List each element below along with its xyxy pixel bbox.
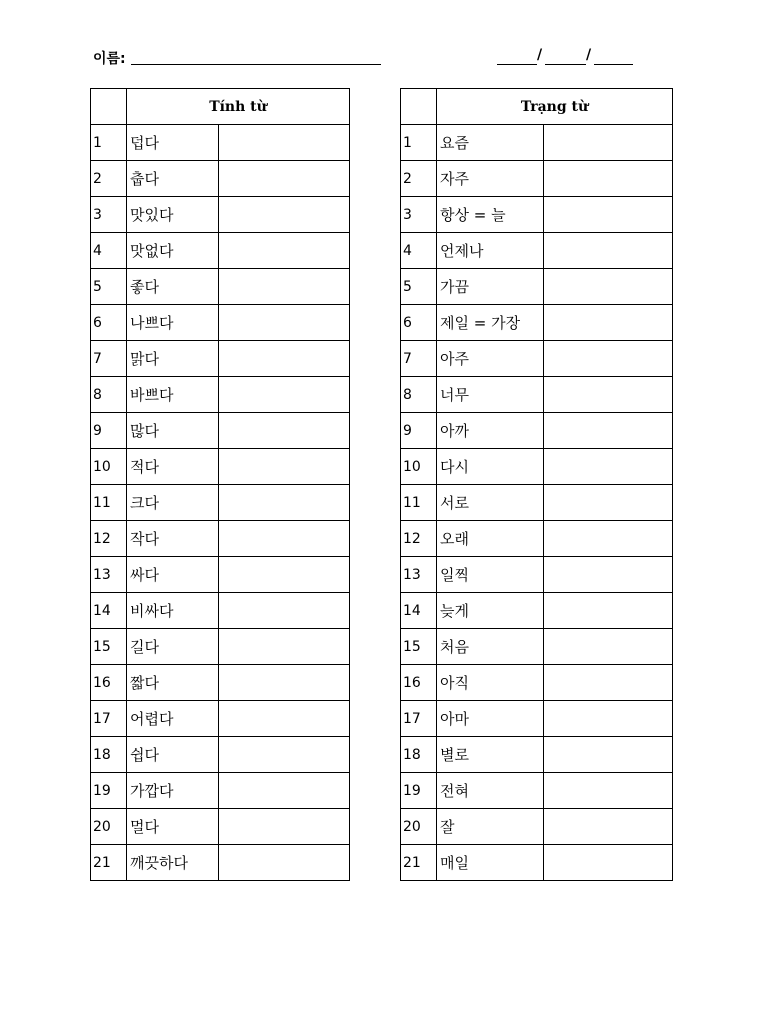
row-number: 4 [401, 233, 437, 269]
answer-cell[interactable] [544, 845, 673, 881]
vocab-word: 제일 = 가장 [437, 305, 544, 341]
vocab-word: 아까 [437, 413, 544, 449]
answer-cell[interactable] [219, 125, 350, 161]
table-row [91, 809, 350, 845]
vocab-word: 아직 [437, 665, 544, 701]
row-number: 12 [91, 521, 127, 557]
table-row [401, 377, 673, 413]
row-number: 8 [401, 377, 437, 413]
answer-cell[interactable] [219, 845, 350, 881]
date-year-field[interactable] [594, 64, 633, 65]
answer-cell[interactable] [219, 557, 350, 593]
table-row [401, 485, 673, 521]
vocab-word: 적다 [127, 449, 219, 485]
table-row [91, 197, 350, 233]
row-number: 16 [91, 665, 127, 701]
answer-cell[interactable] [544, 197, 673, 233]
vocab-word: 쉽다 [127, 737, 219, 773]
vocab-word: 짧다 [127, 665, 219, 701]
row-number: 3 [401, 197, 437, 233]
row-number: 16 [401, 665, 437, 701]
row-number: 21 [401, 845, 437, 881]
table-row [91, 737, 350, 773]
table-row [401, 413, 673, 449]
answer-cell[interactable] [219, 233, 350, 269]
row-number: 10 [401, 449, 437, 485]
row-number: 17 [91, 701, 127, 737]
table-row [401, 197, 673, 233]
vocab-word: 비싸다 [127, 593, 219, 629]
table-row [91, 161, 350, 197]
answer-cell[interactable] [219, 737, 350, 773]
vocab-word: 오래 [437, 521, 544, 557]
answer-cell[interactable] [544, 809, 673, 845]
vocab-word: 가깝다 [127, 773, 219, 809]
table-row [91, 701, 350, 737]
row-number: 15 [401, 629, 437, 665]
table-row [91, 773, 350, 809]
table-row [91, 125, 350, 161]
answer-cell[interactable] [219, 197, 350, 233]
table-row [91, 269, 350, 305]
vocab-word: 많다 [127, 413, 219, 449]
row-number: 15 [91, 629, 127, 665]
vocab-word: 싸다 [127, 557, 219, 593]
answer-cell[interactable] [219, 809, 350, 845]
vocab-word: 맛있다 [127, 197, 219, 233]
vocab-word: 깨끗하다 [127, 845, 219, 881]
answer-cell[interactable] [544, 593, 673, 629]
table-row [91, 665, 350, 701]
date-day-field[interactable] [497, 64, 537, 65]
table-row [401, 449, 673, 485]
row-number: 19 [401, 773, 437, 809]
row-number: 3 [91, 197, 127, 233]
answer-cell[interactable] [219, 449, 350, 485]
date-month-field[interactable] [545, 64, 586, 65]
answer-cell[interactable] [544, 665, 673, 701]
row-number: 17 [401, 701, 437, 737]
table-row [91, 485, 350, 521]
table-row [91, 449, 350, 485]
table-row [401, 593, 673, 629]
row-number: 8 [91, 377, 127, 413]
vocab-word: 언제나 [437, 233, 544, 269]
table-row [401, 737, 673, 773]
table-row [401, 341, 673, 377]
vocab-word: 가끔 [437, 269, 544, 305]
table-row [401, 125, 673, 161]
vocab-word: 일찍 [437, 557, 544, 593]
vocab-word: 어렵다 [127, 701, 219, 737]
answer-cell[interactable] [544, 341, 673, 377]
answer-cell[interactable] [219, 593, 350, 629]
row-number: 1 [401, 125, 437, 161]
table-row [401, 665, 673, 701]
answer-cell[interactable] [544, 377, 673, 413]
date-separator: / [537, 47, 543, 63]
table-row [401, 233, 673, 269]
adjective-table [90, 88, 350, 881]
answer-cell[interactable] [544, 161, 673, 197]
table-row [91, 557, 350, 593]
table-row [91, 305, 350, 341]
row-number: 14 [91, 593, 127, 629]
vocab-word: 나쁘다 [127, 305, 219, 341]
vocab-word: 아주 [437, 341, 544, 377]
answer-cell[interactable] [219, 521, 350, 557]
row-number: 19 [91, 773, 127, 809]
header-blank-cell [401, 89, 437, 125]
row-number: 20 [401, 809, 437, 845]
row-number: 11 [91, 485, 127, 521]
vocab-word: 크다 [127, 485, 219, 521]
table-row [91, 413, 350, 449]
table-row [401, 809, 673, 845]
vocab-word: 잘 [437, 809, 544, 845]
row-number: 20 [91, 809, 127, 845]
answer-cell[interactable] [544, 557, 673, 593]
table-header-row [91, 89, 350, 125]
date-separator: / [586, 47, 592, 63]
row-number: 5 [401, 269, 437, 305]
answer-cell[interactable] [544, 413, 673, 449]
header-blank-cell [91, 89, 127, 125]
adverb-column-title: Trạng từ [437, 89, 673, 125]
answer-cell[interactable] [544, 269, 673, 305]
answer-cell[interactable] [219, 773, 350, 809]
vocab-word: 아마 [437, 701, 544, 737]
table-row [401, 773, 673, 809]
vocab-word: 멀다 [127, 809, 219, 845]
answer-cell[interactable] [544, 701, 673, 737]
row-number: 7 [401, 341, 437, 377]
vocab-word: 좋다 [127, 269, 219, 305]
name-field[interactable] [131, 64, 381, 65]
row-number: 6 [401, 305, 437, 341]
answer-cell[interactable] [544, 305, 673, 341]
vocab-word: 다시 [437, 449, 544, 485]
adjective-column-title: Tính từ [127, 89, 350, 125]
adverb-table [400, 88, 673, 881]
row-number: 12 [401, 521, 437, 557]
answer-cell[interactable] [219, 305, 350, 341]
answer-cell[interactable] [219, 701, 350, 737]
table-row [401, 557, 673, 593]
row-number: 2 [401, 161, 437, 197]
vocab-word: 전혀 [437, 773, 544, 809]
answer-cell[interactable] [219, 485, 350, 521]
answer-cell[interactable] [219, 377, 350, 413]
answer-cell[interactable] [219, 665, 350, 701]
vocab-word: 처음 [437, 629, 544, 665]
vocab-word: 매일 [437, 845, 544, 881]
table-row [91, 233, 350, 269]
row-number: 9 [91, 413, 127, 449]
table-row [401, 269, 673, 305]
row-number: 9 [401, 413, 437, 449]
answer-cell[interactable] [219, 413, 350, 449]
vocab-word: 작다 [127, 521, 219, 557]
table-row [91, 377, 350, 413]
vocab-word: 요즘 [437, 125, 544, 161]
vocab-word: 늦게 [437, 593, 544, 629]
row-number: 18 [401, 737, 437, 773]
row-number: 6 [91, 305, 127, 341]
answer-cell[interactable] [544, 233, 673, 269]
vocab-word: 맛없다 [127, 233, 219, 269]
row-number: 11 [401, 485, 437, 521]
row-number: 13 [91, 557, 127, 593]
table-header-row [401, 89, 673, 125]
vocab-word: 맑다 [127, 341, 219, 377]
vocab-word: 길다 [127, 629, 219, 665]
table-row [401, 161, 673, 197]
table-row [91, 629, 350, 665]
row-number: 14 [401, 593, 437, 629]
answer-cell[interactable] [544, 629, 673, 665]
vocab-word: 자주 [437, 161, 544, 197]
name-label: 이름: [93, 51, 126, 67]
row-number: 4 [91, 233, 127, 269]
table-row [91, 341, 350, 377]
row-number: 18 [91, 737, 127, 773]
answer-cell[interactable] [219, 341, 350, 377]
vocab-word: 서로 [437, 485, 544, 521]
answer-cell[interactable] [544, 449, 673, 485]
vocab-word: 덥다 [127, 125, 219, 161]
vocab-word: 항상 = 늘 [437, 197, 544, 233]
answer-cell[interactable] [219, 161, 350, 197]
vocab-word: 너무 [437, 377, 544, 413]
vocab-word: 바쁘다 [127, 377, 219, 413]
answer-cell[interactable] [544, 773, 673, 809]
table-row [401, 701, 673, 737]
row-number: 2 [91, 161, 127, 197]
table-row [91, 593, 350, 629]
table-row [91, 521, 350, 557]
row-number: 10 [91, 449, 127, 485]
vocab-word: 춥다 [127, 161, 219, 197]
answer-cell[interactable] [219, 629, 350, 665]
answer-cell[interactable] [544, 737, 673, 773]
row-number: 21 [91, 845, 127, 881]
table-row [401, 305, 673, 341]
row-number: 13 [401, 557, 437, 593]
row-number: 7 [91, 341, 127, 377]
answer-cell[interactable] [219, 269, 350, 305]
row-number: 5 [91, 269, 127, 305]
vocab-word: 별로 [437, 737, 544, 773]
answer-cell[interactable] [544, 521, 673, 557]
table-row [401, 521, 673, 557]
answer-cell[interactable] [544, 125, 673, 161]
table-row [401, 845, 673, 881]
table-row [91, 845, 350, 881]
answer-cell[interactable] [544, 485, 673, 521]
row-number: 1 [91, 125, 127, 161]
table-row [401, 629, 673, 665]
